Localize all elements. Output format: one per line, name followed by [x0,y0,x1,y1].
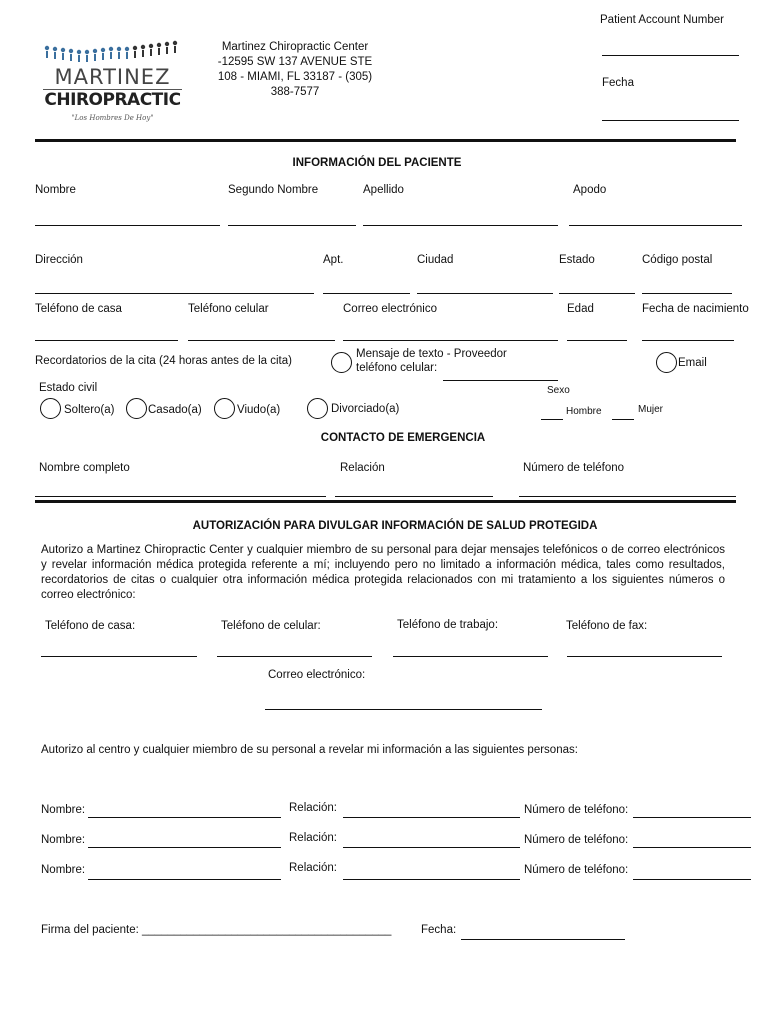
casado-label: Casado(a) [148,404,202,416]
authorization-section-title: AUTORIZACIÓN PARA DIVULGAR INFORMACIÓN DE SALUD PROTEGIDA [192,520,598,532]
emergency-relation-field[interactable] [335,496,493,497]
estado-label: Estado [559,254,595,266]
apellido-field[interactable] [363,225,558,226]
text-message-radio[interactable] [331,352,352,373]
mensaje-texto-line2: teléfono celular: [356,362,438,374]
ciudad-label: Ciudad [417,254,454,266]
person-nombre-label: Nombre: [41,864,86,876]
person-relacion-label: Relación: [289,832,337,844]
direccion-label: Dirección [35,254,83,266]
emergency-phone-field[interactable] [519,496,736,497]
auth-tel-celular-field[interactable] [217,656,372,657]
patient-account-field[interactable] [602,55,739,56]
person-nombre-field[interactable] [88,817,281,818]
person-nombre-field[interactable] [88,847,281,848]
email-label: Email [678,357,707,369]
divorciado-label: Divorciado(a) [331,403,400,415]
firma-label: Firma del paciente: _______________________________________ [41,924,392,936]
estado-field[interactable] [559,293,635,294]
telefono-celular-label: Teléfono celular [188,303,269,315]
edad-label: Edad [567,303,594,315]
nombre-label: Nombre [35,184,76,196]
viudo-label: Viudo(a) [237,404,281,416]
apt-label: Apt. [323,254,344,266]
person-relacion-label: Relación: [289,802,337,814]
auth-tel-casa-field[interactable] [41,656,197,657]
viudo-radio[interactable] [214,398,235,419]
logo-line2: CHIROPRACTIC [44,90,181,110]
proveedor-field[interactable] [443,380,558,381]
numero-telefono-label: Número de teléfono [523,462,625,474]
mujer-field[interactable] [612,419,634,420]
fecha-field[interactable] [602,120,739,121]
correo-field[interactable] [343,340,558,341]
logo-line1: MARTINEZ [54,65,171,89]
fecha-nacimiento-field[interactable] [642,340,734,341]
person-numero-label: Número de teléfono: [524,864,629,876]
email-radio[interactable] [656,352,677,373]
mensaje-texto-line1: Mensaje de texto - Proveedor [356,348,507,360]
hombre-label: Hombre [566,406,602,417]
edad-field[interactable] [567,340,627,341]
person-relacion-field[interactable] [343,817,520,818]
patient-account-label: Patient Account Number [600,14,725,26]
auth-tel-casa-label: Teléfono de casa: [45,620,136,632]
auth-tel-celular-label: Teléfono de celular: [221,620,321,632]
spine-graphic-icon [35,38,190,68]
relacion-label: Relación [340,462,385,474]
clinic-address [190,40,400,100]
person-numero-field[interactable] [633,879,751,880]
segundo-nombre-label: Segundo Nombre [228,184,319,196]
person-relacion-field[interactable] [343,847,520,848]
mujer-label: Mujer [638,404,664,415]
person-nombre-field[interactable] [88,879,281,880]
telefono-casa-label: Teléfono de casa [35,303,122,315]
address-line: Martinez Chiropractic Center [221,41,369,53]
emergency-section-title: CONTACTO DE EMERGENCIA [320,432,486,444]
clinic-logo [35,38,190,126]
emergency-name-field[interactable] [35,496,326,497]
person-relacion-label: Relación: [289,862,337,874]
telefono-casa-field[interactable] [35,340,178,341]
address-line: 108 - MIAMI, FL 33187 - (305) [217,71,373,83]
fecha-label: Fecha [602,77,634,89]
auth-tel-trabajo-field[interactable] [393,656,548,657]
sexo-label: Sexo [547,385,570,396]
apellido-label: Apellido [363,184,404,196]
emergency-divider [35,500,736,503]
person-relacion-field[interactable] [343,879,520,880]
codigo-postal-label: Código postal [642,254,713,266]
person-numero-field[interactable] [633,847,751,848]
ciudad-field[interactable] [417,293,553,294]
authorization-paragraph: Autorizo a Martinez Chiropractic Center y cualquier miembro de su personal para dejar mensajes telefónicos o de correo electrónicos y revelar información médica protegida referente a mí; incluyendo pero no limitado a información médica, tales como resultados, recordatorios de citas o cualquier otra información médica protegida relacionados con mi tratamiento a los siguientes números o correo electrónico: [41,544,725,601]
direccion-field[interactable] [35,293,314,294]
soltero-radio[interactable] [40,398,61,419]
auth-tel-trabajo-label: Teléfono de trabajo: [397,619,499,631]
apodo-label: Apodo [573,184,607,196]
auth-correo-label: Correo electrónico: [268,669,366,681]
codigo-postal-field[interactable] [642,293,732,294]
person-numero-label: Número de teléfono: [524,804,629,816]
recordatorios-label: Recordatorios de la cita (24 horas antes de la cita) [35,355,292,367]
logo-tagline: "Los Hombres De Hoy" [71,114,154,122]
header-divider [35,139,736,142]
patient-section-title: INFORMACIÓN DEL PACIENTE [292,157,462,169]
auth-tel-fax-label: Teléfono de fax: [566,620,648,632]
hombre-field[interactable] [541,419,563,420]
person-nombre-label: Nombre: [41,834,86,846]
auth-correo-field[interactable] [265,709,542,710]
telefono-celular-field[interactable] [188,340,335,341]
address-line: -12595 SW 137 AVENUE STE [217,56,373,68]
release-statement: Autorizo al centro y cualquier miembro de su personal a revelar mi información a las siguientes personas: [41,744,578,756]
apt-field[interactable] [323,293,410,294]
firma-fecha-field[interactable] [461,939,625,940]
correo-label: Correo electrónico [343,303,437,315]
nombre-field[interactable] [35,225,220,226]
apodo-field[interactable] [569,225,742,226]
divorciado-radio[interactable] [307,398,328,419]
soltero-label: Soltero(a) [64,404,115,416]
estado-civil-label: Estado civil [39,382,98,394]
casado-radio[interactable] [126,398,147,419]
mensaje-texto-label [356,347,507,375]
person-nombre-label: Nombre: [41,804,86,816]
person-numero-field[interactable] [633,817,751,818]
auth-tel-fax-field[interactable] [567,656,722,657]
person-numero-label: Número de teléfono: [524,834,629,846]
nombre-completo-label: Nombre completo [39,462,130,474]
firma-fecha-label: Fecha: [421,924,457,936]
address-line: 388-7577 [270,86,320,98]
fecha-nacimiento-label: Fecha de nacimiento [642,303,749,315]
segundo-nombre-field[interactable] [228,225,356,226]
